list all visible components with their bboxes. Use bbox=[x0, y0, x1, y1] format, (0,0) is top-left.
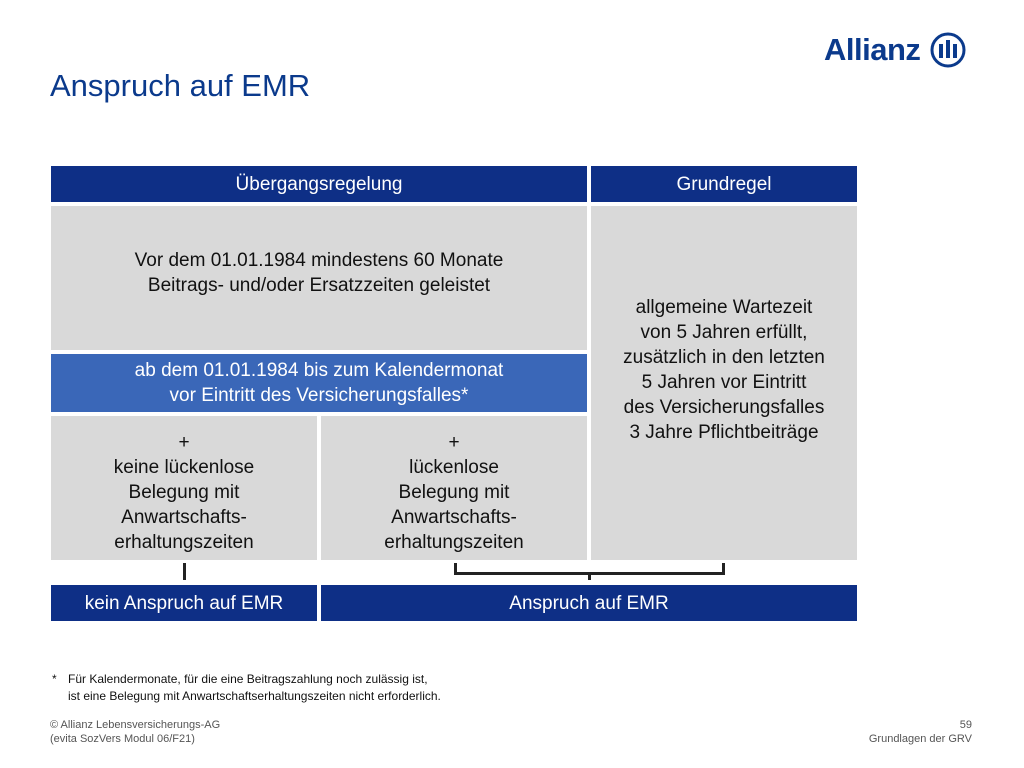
header-grundregel: Grundregel bbox=[591, 166, 857, 202]
allianz-logo bbox=[824, 30, 966, 70]
condition-before-1984: Vor dem 01.01.1984 mindestens 60 Monate Beitrags- und/oder Ersatzzeiten geleistet bbox=[51, 206, 587, 350]
page-number: 59 bbox=[959, 719, 972, 731]
page-title: Anspruch auf EMR bbox=[50, 68, 311, 103]
footnote bbox=[52, 671, 441, 705]
source-text: (evita SozVers Modul 06/F21) bbox=[50, 733, 195, 745]
continuous-coverage: + lückenlose Belegung mit Anwartschafts- erhaltungszeiten bbox=[321, 416, 587, 560]
result-emr: Anspruch auf EMR bbox=[321, 585, 857, 621]
logo-text: Allianz bbox=[824, 32, 921, 67]
no-continuous-coverage: + keine lückenlose Belegung mit Anwartschafts- erhaltungszeiten bbox=[51, 416, 317, 560]
footnote-line-2: ist eine Belegung mit Anwartschaftserhaltungszeiten nicht erforderlich. bbox=[68, 689, 441, 703]
allianz-eagle-icon bbox=[930, 32, 966, 68]
header-uebergangsregelung: Übergangsregelung bbox=[51, 166, 587, 202]
condition-from-1984: ab dem 01.01.1984 bis zum Kalendermonat vor Eintritt des Versicherungsfalles* bbox=[51, 354, 587, 412]
footer-left bbox=[50, 718, 220, 746]
section-name: Grundlagen der GRV bbox=[868, 733, 972, 745]
footer-right bbox=[869, 718, 972, 746]
grundregel-description: allgemeine Wartezeit von 5 Jahren erfüllt, zusätzlich in den letzten 5 Jahren vor Eintritt des Versicherungsfalles 3 Jahre Pflichtbeiträge bbox=[591, 206, 857, 560]
bracket-right-stem bbox=[588, 572, 591, 580]
footnote-line-1: Für Kalendermonate, für die eine Beitragszahlung noch zulässig ist, bbox=[68, 672, 428, 686]
copyright-text: © Allianz Lebensversicherungs-AG bbox=[50, 719, 221, 731]
result-no-emr: kein Anspruch auf EMR bbox=[51, 585, 317, 621]
footnote-marker: * bbox=[52, 672, 57, 686]
connector-left bbox=[183, 563, 186, 580]
